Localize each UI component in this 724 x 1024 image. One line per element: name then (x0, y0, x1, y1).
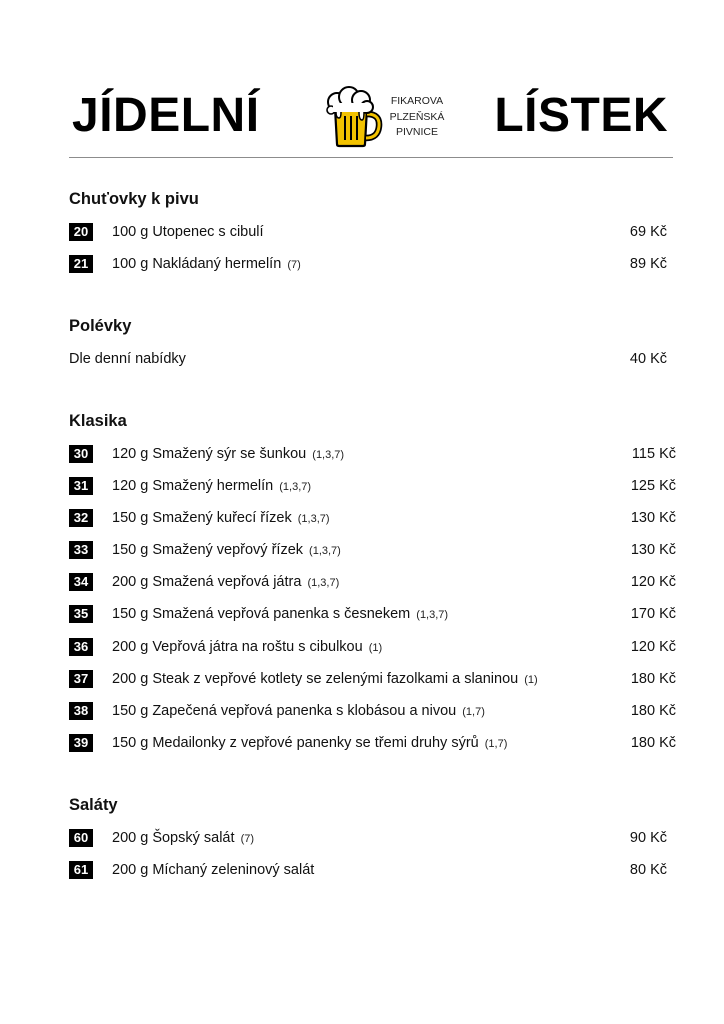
item-name-text: 200 g Šopský salát (112, 830, 235, 846)
item-price: 125 Kč (630, 478, 676, 494)
item-price: 120 Kč (630, 639, 676, 655)
section-title-salads: Saláty (69, 796, 118, 814)
item-allergens: (1,7) (462, 706, 485, 718)
item-allergens: (7) (287, 259, 301, 271)
item-number: 36 (69, 638, 93, 656)
menu-item (69, 475, 676, 497)
item-allergens: (1,7) (484, 738, 508, 750)
item-number: 35 (69, 605, 93, 623)
item-allergens: (1,3,7) (309, 545, 341, 557)
menu-item (69, 443, 676, 465)
logo-text (384, 94, 450, 141)
menu-item (69, 539, 676, 561)
item-number: 33 (69, 541, 93, 559)
item-name-text: 150 g Zapečená vepřová panenka s klobásou a nivou (112, 703, 457, 719)
item-price: 89 Kč (629, 256, 667, 272)
item-name-text: 200 g Vepřová játra na roštu s cibulkou (112, 639, 363, 655)
item-number: 30 (69, 445, 93, 463)
item-allergens: (1) (524, 674, 538, 686)
item-price: 130 Kč (630, 542, 676, 558)
item-allergens: (1) (368, 642, 383, 654)
item-price: 180 Kč (630, 735, 676, 751)
menu-item (69, 732, 676, 754)
item-price: 115 Kč (631, 446, 676, 462)
item-number: 20 (69, 223, 93, 241)
item-price: 180 Kč (630, 671, 676, 687)
header-divider (69, 157, 673, 158)
item-name (112, 221, 266, 244)
item-number: 38 (69, 702, 93, 720)
item-name-text: 150 g Smažený vepřový řízek (112, 542, 304, 558)
menu-item (69, 859, 676, 881)
menu-item (69, 603, 676, 625)
item-number: 21 (69, 255, 93, 273)
section-title-soups: Polévky (69, 317, 132, 335)
item-name (112, 539, 341, 562)
item-name (112, 475, 311, 498)
item-name (112, 571, 339, 594)
item-allergens: (1,3,7) (312, 449, 345, 461)
logo-line: PIVNICE (395, 126, 438, 138)
item-name (112, 507, 330, 530)
title-right: LÍSTEK (494, 89, 668, 142)
menu-item (69, 253, 676, 275)
item-name (112, 253, 301, 276)
item-name (112, 827, 254, 850)
item-name: Dle denní nabídky (69, 351, 186, 367)
item-name (112, 603, 448, 626)
item-name (112, 859, 316, 882)
item-price: 180 Kč (630, 703, 676, 719)
item-allergens: (7) (240, 833, 255, 845)
item-name-text: 100 g Utopenec s cibulí (112, 224, 264, 240)
item-name (112, 732, 507, 755)
item-number: 31 (69, 477, 93, 495)
item-name-text: 120 g Smažený hermelín (112, 478, 274, 494)
item-name (112, 700, 485, 723)
item-price: 120 Kč (630, 574, 676, 590)
item-number: 39 (69, 734, 93, 752)
section-title-classics: Klasika (69, 412, 127, 430)
item-name-text: 150 g Smažená vepřová panenka s česnekem (112, 606, 411, 622)
menu-header (0, 0, 724, 170)
item-number: 32 (69, 509, 93, 527)
item-price: 170 Kč (630, 606, 676, 622)
menu-item (69, 827, 676, 849)
menu-item (69, 221, 676, 243)
item-allergens: (1,3,7) (416, 609, 449, 621)
beer-mug-icon (323, 86, 383, 148)
menu-item (69, 507, 676, 529)
item-number: 60 (69, 829, 93, 847)
item-allergens: (1,3,7) (279, 481, 312, 493)
item-number: 37 (69, 670, 93, 688)
item-allergens: (1,3,7) (307, 577, 340, 589)
item-price: 90 Kč (629, 830, 667, 846)
item-name-text: 150 g Medailonky z vepřové panenky se třemi druhy sýrů (112, 735, 479, 751)
menu-item (69, 636, 676, 658)
item-name-text: 100 g Nakládaný hermelín (112, 256, 282, 272)
item-name-text: 120 g Smažený sýr se šunkou (112, 446, 307, 462)
item-price: 80 Kč (629, 862, 667, 878)
section-title-snacks: Chuťovky k pivu (69, 190, 199, 208)
logo-line: FIKAROVA (390, 95, 444, 107)
item-name-text: 200 g Steak z vepřové kotlety se zelenými fazolkami a slaninou (112, 671, 519, 687)
menu-item (69, 571, 676, 593)
item-number: 34 (69, 573, 93, 591)
title-left: JÍDELNÍ (72, 89, 260, 142)
item-name (112, 636, 382, 659)
item-name (112, 443, 344, 466)
item-allergens: (1,3,7) (297, 513, 330, 525)
item-name-text: 150 g Smažený kuřecí řízek (112, 510, 292, 526)
logo-line: PLZEŇSKÁ (389, 110, 445, 123)
item-name (112, 668, 538, 691)
menu-item (69, 348, 676, 370)
item-price: 40 Kč (629, 351, 667, 367)
item-name-text: 200 g Míchaný zeleninový salát (112, 862, 315, 878)
item-name-text: 200 g Smažená vepřová játra (112, 574, 302, 590)
item-price: 130 Kč (630, 510, 676, 526)
item-price: 69 Kč (629, 224, 667, 240)
menu-item (69, 700, 676, 722)
item-number: 61 (69, 861, 93, 879)
menu-item (69, 668, 676, 690)
